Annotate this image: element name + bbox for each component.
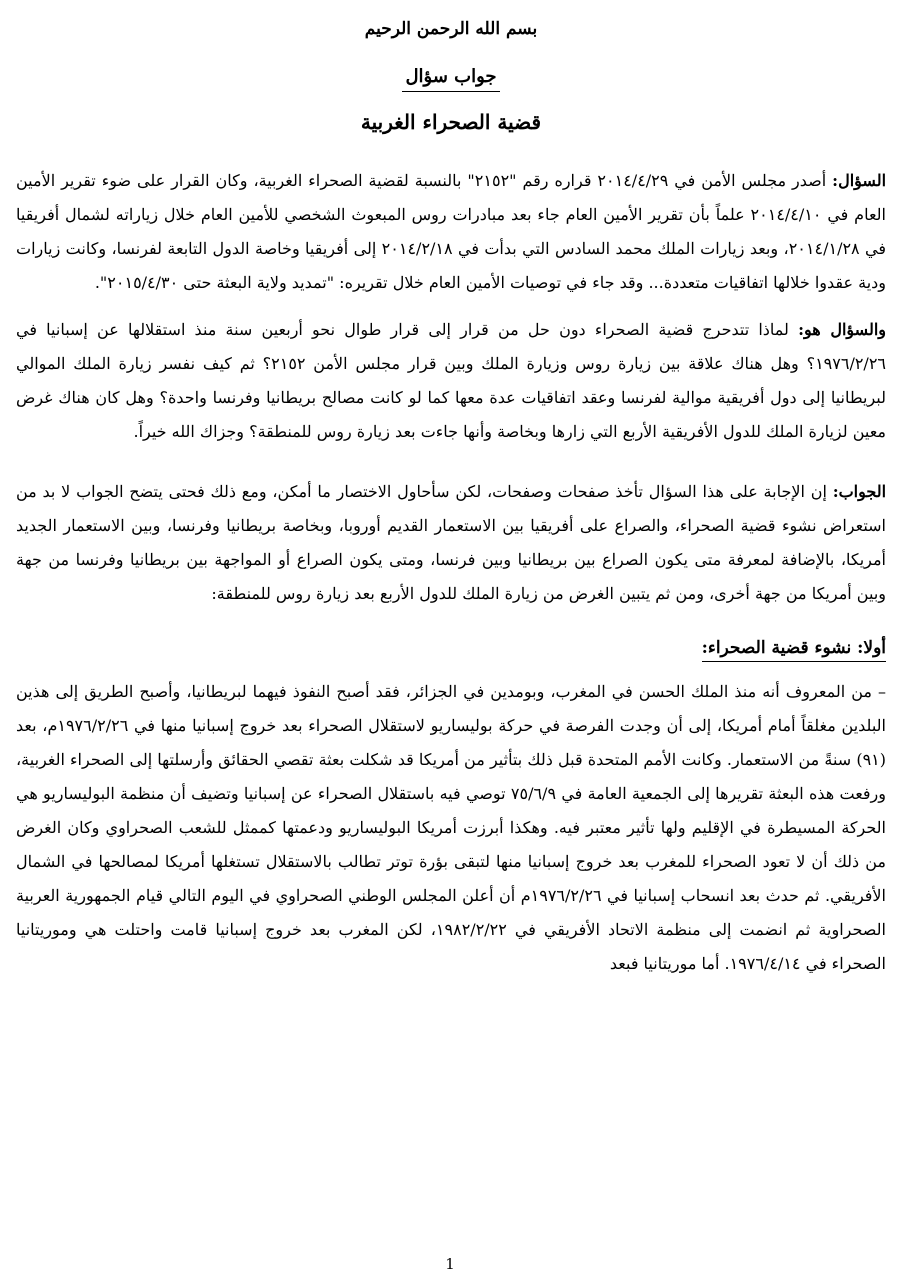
section-heading <box>16 631 886 665</box>
question-paragraph <box>16 164 886 300</box>
question2-text: لماذا تتدحرج قضية الصحراء دون حل من قرار إلى قرار طوال نحو أربعين سنة منذ استقلالها عن إسبانيا في ١٩٧٦/٢/٢٦؟ وهل هناك علاقة بين زيارة روس وزيارة الملك وبين قرار مجلس الأمن ٢١٥٢؟ ثم كيف نفسر زيارة الملك الموالي لبريطانيا إلى دول أفريقية موالية لفرنسا وعقد اتفاقيات عدة معها كما لو كانت مصالح بريطانيا وفرنسا واحدة؟ وهل كان هناك غرض معين لزيارة الملك للدول الأفريقية الأربع التي زارها وبخاصة وأنها جاءت بعد زيارة روس للمنطقة؟ وجزاك الله خيراً. <box>16 320 886 441</box>
question-text: أصدر مجلس الأمن في ٢٠١٤/٤/٢٩ قراره رقم "٢١٥٢" بالنسبة لقضية الصحراء الغربية، وكان القرار على ضوء تقرير الأمين العام في ٢٠١٤/٤/١٠ علماً بأن تقرير الأمين العام جاء بعد مبادرات روس المبعوث الشخصي للأمين العام خلال زياراته لشمال أفريقيا في ٢٠١٤/١/٢٨، وبعد زيارات الملك محمد السادس التي بدأت في ٢٠١٤/٢/١٨ إلى أفريقيا وخاصة الدول التابعة لفرنسا، وكانت زيارات ودية عقدوا خلالها اتفاقيات متعددة... وقد جاء في توصيات الأمين العام خلال تقريره: "تمديد ولاية البعثة حتى ٢٠١٥/٤/٣٠". <box>16 171 887 292</box>
page-number: 1 <box>445 1255 455 1273</box>
answer-label: الجواب: <box>832 482 887 501</box>
document-subtitle <box>16 62 886 94</box>
document-title: قضية الصحراء الغربية <box>360 110 542 134</box>
question-label: السؤال: <box>832 171 887 190</box>
section-paragraph: – من المعروف أنه منذ الملك الحسن في المغرب، وبومدين في الجزائر، فقد أصبح النفوذ فيهما لبريطانيا، وأصبح الطريق إلى هذين البلدين مغلقاً أمام أمريكا، إلى أن وجدت الفرصة في حركة بوليساريو لاستقلال الصحراء بعد خروج إسبانيا منها في ١٩٧٦/٢/٢٦م، بعد (٩١) سنةً من الاستعمار. وكانت الأمم المتحدة قبل ذلك بتأثير من أمريكا قد شكلت بعثة تقصي الحقائق وأرسلتها إلى الصحراء الغربية، ورفعت هذه البعثة تقريرها إلى الجمعية العامة في ٧٥/٦/٩ توصي فيه باستقلال الصحراء عن إسبانيا وتضيف أن منظمة البوليساريو هي الحركة المسيطرة في الإقليم ولها تأثير معتبر فيه. وهكذا أبرزت أمريكا البوليساريو ودعمتها كممثل للشعب الصحراوي وكان الغرض من ذلك أن لا تعود الصحراء للمغرب بعد خروج إسبانيا منها لتبقى بؤرة توتر تطالب بالاستقلال تستغلها أمريكا لمصالحها في الشمال الأفريقي. ثم حدث بعد انسحاب إسبانيا في ١٩٧٦/٢/٢٦م أن أعلن المجلس الوطني الصحراوي في اليوم التالي قيام الجمهورية العربية الصحراوية ثم انضمت إلى منظمة الاتحاد الأفريقي في ١٩٨٢/٢/٢٢، لكن المغرب بعد خروج إسبانيا قامت واحتلت هي وموريتانيا الصحراء في ١٩٧٦/٤/١٤. أما موريتانيا فبعد <box>16 682 887 973</box>
question2-label: والسؤال هو: <box>798 320 886 339</box>
subtitle-text: جواب سؤال <box>402 66 499 92</box>
section-heading-text: أولا: نشوء قضية الصحراء: <box>702 638 886 662</box>
question2-paragraph <box>16 313 886 449</box>
answer-paragraph <box>16 475 886 611</box>
basmala: بسم الله الرحمن الرحيم <box>364 19 538 39</box>
answer-text: إن الإجابة على هذا السؤال تأخذ صفحات وصفحات، لكن سأحاول الاختصار ما أمكن، ومع ذلك فحتى يتضح الجواب لا بد من استعراض نشوء قضية الصحراء، والصراع على أفريقيا بين الاستعمار القديم أوروبا، وبخاصة بريطانيا وفرنسا، وبين الاستعمار الجديد أمريكا، بالإضافة لمعرفة متى يكون الصراع بين بريطانيا وبين فرنسا، ومتى يكون الصراع أو المواجهة بين بريطانيا وفرنسا من جهة وبين أمريكا من جهة أخرى، ومن ثم يتبين الغرض من زيارة الملك للدول الأربع بعد زيارة روس للمنطقة: <box>16 482 886 603</box>
